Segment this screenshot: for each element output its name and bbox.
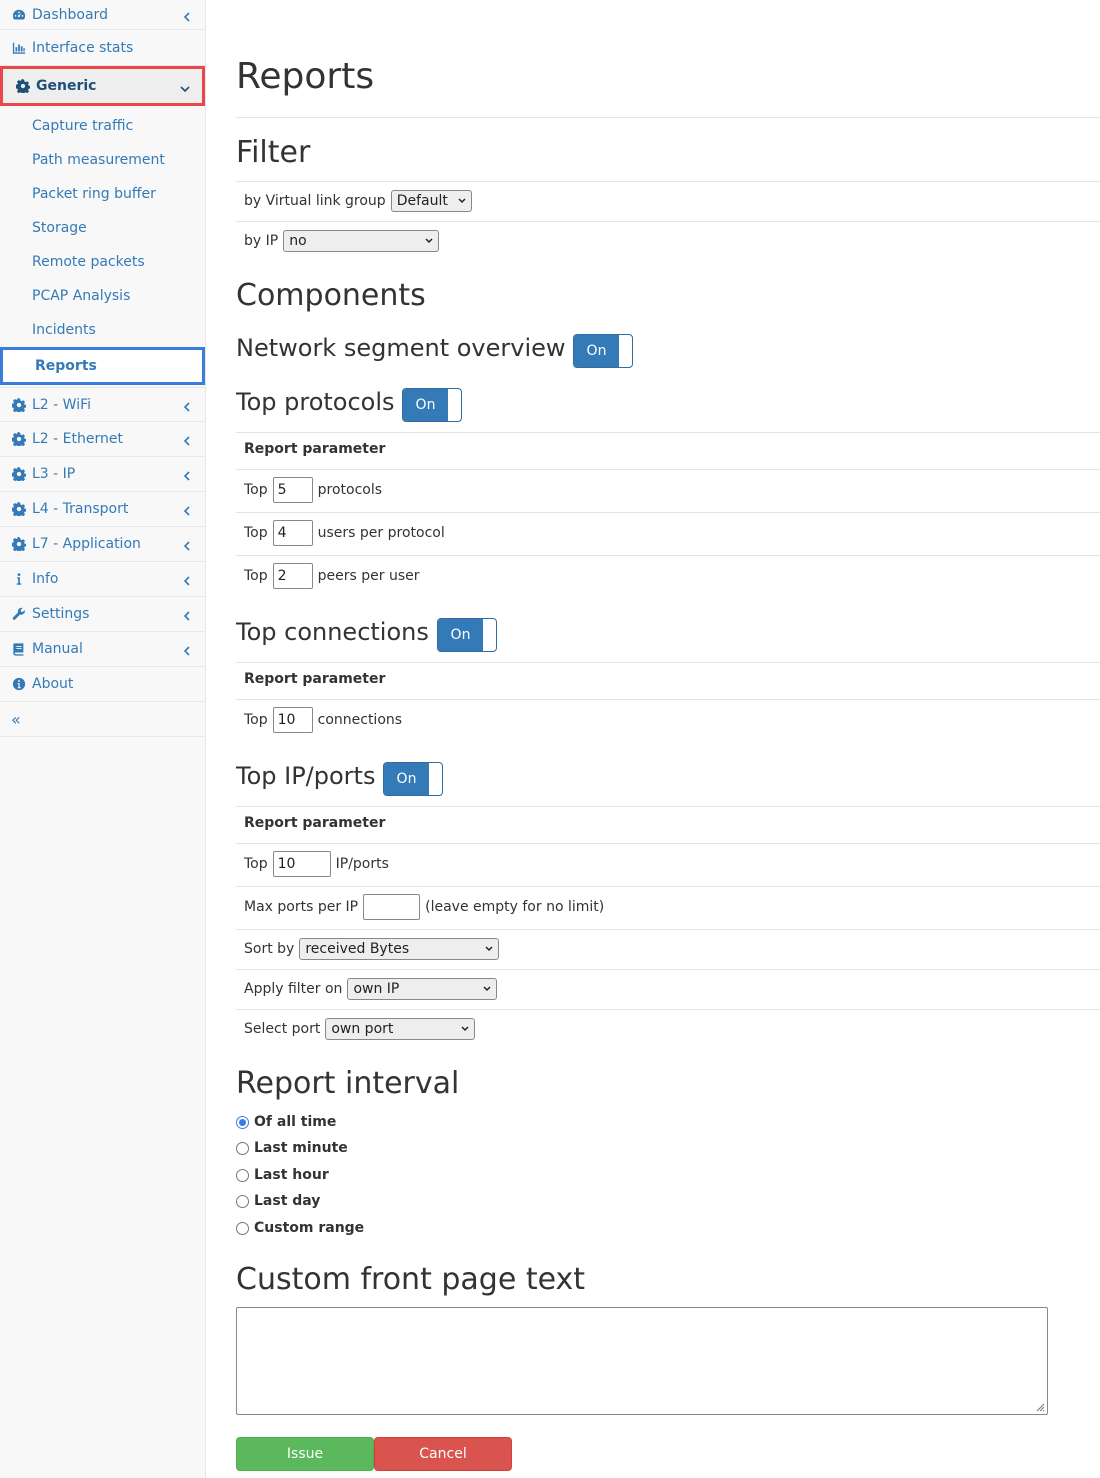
divider	[236, 555, 1100, 556]
sidebar-item-label: L7 - Application	[32, 536, 141, 552]
row-label: Top	[244, 482, 268, 498]
top-protocols-toggle[interactable]	[402, 388, 462, 422]
sidebar-subitem-packet-ring-buffer[interactable]: Packet ring buffer	[32, 186, 156, 202]
chevron-down-icon	[180, 81, 188, 91]
radio-last-hour[interactable]	[236, 1167, 329, 1183]
sidebar-item-l2-ethernet[interactable]	[0, 422, 205, 457]
chevron-left-icon	[183, 609, 191, 619]
custom-text-heading: Custom front page text	[236, 1262, 586, 1297]
row-label: Top	[244, 856, 268, 872]
top-protocols-input[interactable]: 5	[273, 477, 313, 503]
sidebar-item-l2-wifi[interactable]	[0, 388, 205, 422]
row-suffix: peers per user	[317, 568, 420, 584]
select-value: Default	[396, 193, 448, 209]
select-port-row	[244, 1018, 475, 1040]
page-title: Reports	[236, 56, 375, 97]
gear-icon	[11, 501, 27, 517]
vlink-group-select[interactable]	[391, 190, 472, 212]
sidebar-subitem-pcap-analysis[interactable]: PCAP Analysis	[32, 288, 131, 304]
top-protocols-heading: Top protocols	[236, 388, 395, 416]
row-label: Top	[244, 525, 268, 541]
radio-button[interactable]	[236, 1195, 249, 1208]
sidebar-item-label: Dashboard	[32, 6, 108, 23]
filter-vlink-row	[244, 190, 472, 212]
row-suffix: IP/ports	[335, 856, 389, 872]
radio-label: Last hour	[254, 1167, 329, 1183]
radio-of-all-time[interactable]	[236, 1114, 336, 1130]
sidebar-collapse-button[interactable]	[0, 702, 205, 737]
top-connections-input[interactable]: 10	[273, 707, 313, 733]
bar-chart-icon	[11, 40, 27, 56]
info-circle-icon	[11, 676, 27, 692]
top-connections-heading: Top connections	[236, 618, 429, 646]
top-ipports-row	[244, 851, 389, 877]
divider	[236, 886, 1100, 887]
toggle-on-label: On	[384, 763, 429, 795]
dashboard-icon	[11, 7, 27, 23]
top-ipports-input[interactable]: 10	[273, 851, 331, 877]
row-suffix: protocols	[317, 482, 383, 498]
sidebar-subitem-storage[interactable]: Storage	[32, 220, 87, 236]
row-label: Top	[244, 712, 268, 728]
divider	[236, 969, 1100, 970]
filter-ip-row	[244, 230, 439, 252]
top-connections-row	[244, 707, 402, 733]
radio-button[interactable]	[236, 1142, 249, 1155]
divider	[236, 929, 1100, 930]
row-label: Apply filter on	[244, 981, 343, 997]
row-suffix: users per protocol	[317, 525, 445, 541]
sidebar-item-label: Info	[32, 571, 59, 587]
sidebar-item-about[interactable]	[0, 667, 205, 702]
sidebar-item-label: About	[32, 676, 74, 692]
radio-label: Last day	[254, 1193, 321, 1209]
sidebar-item-label: Generic	[36, 78, 97, 94]
custom-text-textarea[interactable]	[236, 1307, 1048, 1415]
divider	[236, 469, 1100, 470]
chevron-left-icon	[183, 10, 191, 20]
resize-handle-icon[interactable]	[1035, 1402, 1045, 1412]
toggle-on-label: On	[438, 619, 483, 651]
report-parameter-label: Report parameter	[244, 441, 386, 457]
sidebar-subitem-incidents[interactable]: Incidents	[32, 322, 96, 338]
gear-icon	[11, 397, 27, 413]
sidebar-item-l4-transport[interactable]	[0, 492, 205, 527]
network-segment-heading: Network segment overview	[236, 334, 566, 362]
row-label: Top	[244, 568, 268, 584]
sidebar-item-label: L4 - Transport	[32, 501, 129, 517]
radio-last-day[interactable]	[236, 1193, 320, 1209]
info-icon	[11, 571, 27, 587]
select-port-select[interactable]	[325, 1018, 475, 1040]
chevron-down-icon	[461, 1026, 469, 1032]
sidebar-item-generic[interactable]	[0, 66, 205, 106]
users-per-protocol-row	[244, 520, 445, 546]
sidebar-item-label: Interface stats	[32, 39, 134, 56]
sidebar-item-info[interactable]	[0, 562, 205, 597]
max-ports-row	[244, 894, 604, 920]
sidebar-item-l7-application[interactable]	[0, 527, 205, 562]
row-label: Sort by	[244, 941, 295, 957]
chevron-down-icon	[458, 198, 466, 204]
radio-last-minute[interactable]	[236, 1140, 348, 1156]
sidebar-item-l3-ip[interactable]	[0, 457, 205, 492]
top-ipports-toggle[interactable]	[383, 762, 443, 796]
peers-per-user-input[interactable]: 2	[273, 563, 313, 589]
radio-custom-range[interactable]	[236, 1220, 364, 1236]
select-value: no	[289, 233, 307, 249]
sort-by-row	[244, 938, 499, 960]
radio-button[interactable]	[236, 1222, 249, 1235]
users-per-protocol-input[interactable]: 4	[273, 520, 313, 546]
sidebar-item-manual[interactable]	[0, 632, 205, 667]
sidebar-item-label: L2 - Ethernet	[32, 431, 123, 447]
ip-label: by IP	[244, 233, 279, 249]
sidebar-item-label: L3 - IP	[32, 466, 76, 482]
divider	[236, 512, 1100, 513]
chevron-left-icon	[183, 434, 191, 444]
radio-label: Of all time	[254, 1114, 337, 1130]
report-interval-heading: Report interval	[236, 1066, 460, 1101]
divider	[236, 432, 1100, 433]
row-label: Max ports per IP	[244, 899, 359, 915]
radio-label: Last minute	[254, 1140, 348, 1156]
peers-per-user-row	[244, 563, 419, 589]
divider	[236, 843, 1100, 844]
gear-icon	[11, 431, 27, 447]
sidebar-subitem-remote-packets[interactable]: Remote packets	[32, 254, 145, 270]
chevron-down-icon	[483, 986, 491, 992]
filter-heading: Filter	[236, 135, 311, 170]
radio-label: Custom range	[254, 1220, 365, 1236]
components-heading: Components	[236, 278, 426, 313]
wrench-icon	[11, 606, 27, 622]
sidebar-subitem-path-measurement[interactable]: Path measurement	[32, 152, 165, 168]
sidebar-subitem-reports[interactable]: Reports	[0, 347, 205, 385]
chevron-down-icon	[485, 946, 493, 952]
book-icon	[11, 641, 27, 657]
toggle-on-label: On	[403, 389, 448, 421]
ip-select[interactable]	[283, 230, 439, 252]
chevron-left-icon	[183, 469, 191, 479]
divider	[236, 806, 1100, 807]
select-value: received Bytes	[305, 941, 410, 957]
sidebar-subitem-capture-traffic[interactable]: Capture traffic	[32, 118, 134, 134]
divider	[236, 221, 1100, 222]
top-protocols-row	[244, 477, 382, 503]
sidebar-item-interface-stats[interactable]	[0, 30, 205, 66]
sidebar-item-settings[interactable]	[0, 597, 205, 632]
toggle-on-label: On	[574, 335, 619, 367]
row-label: Select port	[244, 1021, 321, 1037]
top-ipports-heading: Top IP/ports	[236, 762, 376, 790]
row-hint: (leave empty for no limit)	[425, 899, 605, 915]
chevron-left-icon	[183, 400, 191, 410]
report-parameter-label: Report parameter	[244, 671, 386, 687]
chevron-left-icon	[183, 504, 191, 514]
sidebar-item-label: L2 - WiFi	[32, 396, 92, 413]
apply-filter-select[interactable]	[347, 978, 497, 1000]
select-value: own IP	[353, 981, 400, 997]
radio-button[interactable]	[236, 1169, 249, 1182]
vlink-label: by Virtual link group	[244, 193, 386, 209]
top-connections-toggle[interactable]	[437, 618, 497, 652]
sidebar-item-dashboard[interactable]	[0, 0, 205, 30]
chevron-left-icon	[183, 644, 191, 654]
sidebar-item-label: Manual	[32, 641, 83, 657]
gear-icon	[11, 466, 27, 482]
chevron-down-icon	[425, 238, 433, 244]
issue-button[interactable]: Issue	[236, 1437, 374, 1471]
divider	[236, 662, 1100, 663]
max-ports-input[interactable]	[363, 894, 420, 920]
divider	[236, 699, 1100, 700]
network-segment-toggle[interactable]	[573, 334, 633, 368]
gear-icon	[11, 536, 27, 552]
sort-by-select[interactable]	[299, 938, 499, 960]
gear-icon	[15, 78, 31, 94]
row-suffix: connections	[317, 712, 403, 728]
report-parameter-label: Report parameter	[244, 815, 386, 831]
chevron-left-icon	[183, 539, 191, 549]
select-value: own port	[331, 1021, 394, 1037]
divider	[236, 181, 1100, 182]
sidebar-item-label: Settings	[32, 606, 90, 622]
double-chevron-left-icon: «	[11, 709, 21, 729]
divider	[236, 117, 1100, 118]
chevron-left-icon	[183, 574, 191, 584]
sidebar	[0, 0, 206, 1478]
apply-filter-row	[244, 978, 497, 1000]
cancel-button[interactable]: Cancel	[374, 1437, 512, 1471]
radio-button[interactable]	[236, 1116, 249, 1129]
divider	[236, 1009, 1100, 1010]
